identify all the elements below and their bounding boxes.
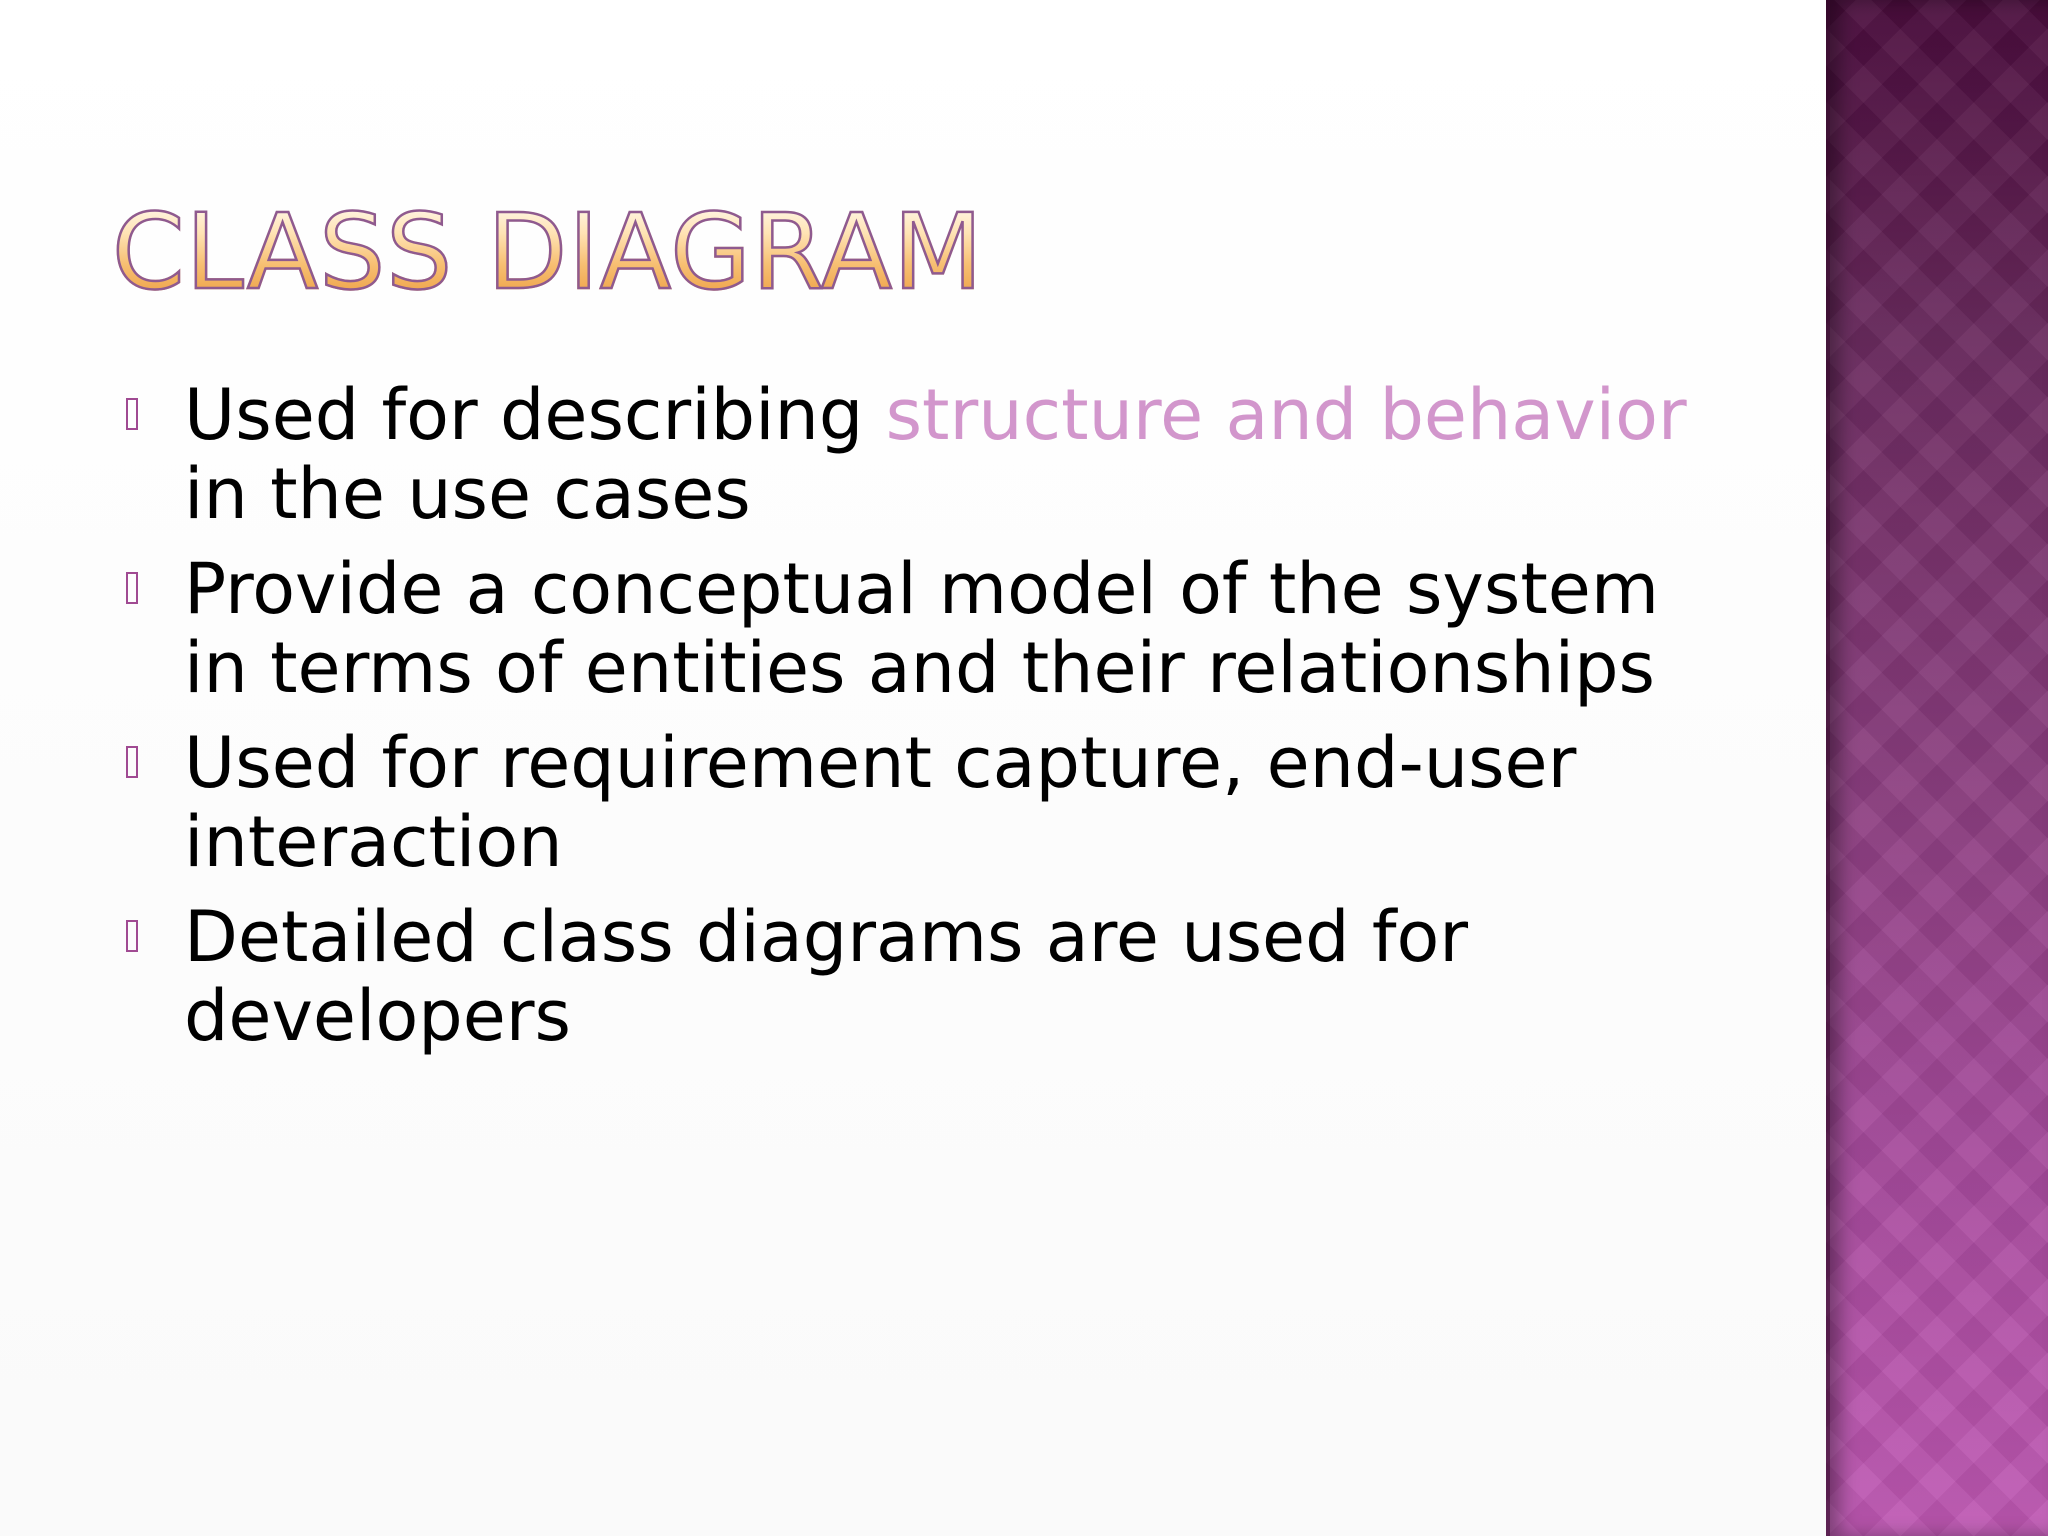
bullet-list: [120, 376, 1720, 1072]
bullet-marker-icon: [126, 920, 138, 952]
bullet-marker-icon: [126, 398, 138, 430]
bullet-2-text: Provide a conceptual model of the system in terms of entities and their relationships: [184, 548, 1660, 709]
bullet-item-2: [120, 550, 1720, 708]
side-band-edge: [1826, 0, 1830, 1536]
bullet-3-text: Used for requirement capture, end-user interaction: [184, 722, 1577, 883]
bullet-4-text: Detailed class diagrams are used for developers: [184, 896, 1469, 1057]
decorative-side-band: [1826, 0, 2048, 1536]
bullet-1-highlight: structure and behavior: [885, 374, 1687, 456]
bullet-item-1: [120, 376, 1720, 534]
bullet-marker-icon: [126, 746, 138, 778]
bullet-1-text-after: in the use cases: [184, 453, 751, 535]
slide-title: CLASS DIAGRAM: [112, 191, 984, 313]
bullet-1-text-before: Used for describing: [184, 374, 886, 456]
bullet-item-4: [120, 898, 1720, 1056]
bullet-item-3: [120, 724, 1720, 882]
bullet-marker-icon: [126, 572, 138, 604]
